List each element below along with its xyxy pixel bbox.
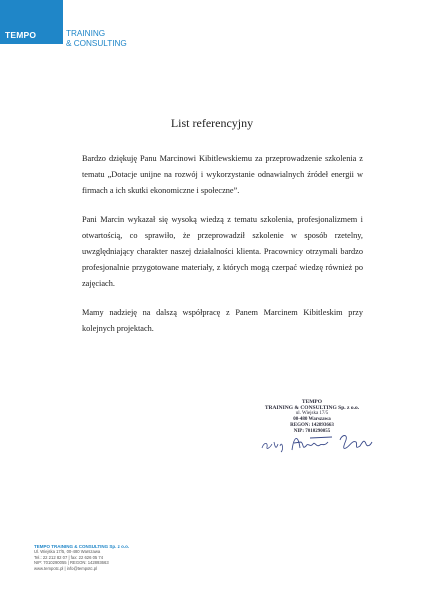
handwritten-signature: [258, 428, 378, 454]
page-title: List referencyjny: [170, 116, 254, 130]
footer-web[interactable]: www.tempotc.pl | info@tempotc.pl: [34, 565, 98, 571]
letter-body: [82, 151, 363, 350]
paragraph-3: Mamy nadzieję na dalszą współpracę z Panem Marcinem Kibitleskim przy kolejnych projektach.: [82, 308, 363, 333]
logo-line-1: TRAINING: [66, 29, 106, 38]
footer-address: Ul. Wiejska 17/5, 00-480 Warszawa: [34, 549, 101, 555]
company-logo: [0, 0, 127, 47]
letter-footer: [34, 544, 129, 571]
stamp-line-4: 00-480 Warszawa: [293, 417, 331, 422]
stamp-line-3: ul. Wiejska 17/5: [295, 411, 329, 416]
stamp-line-5: REGON: 142893663: [290, 423, 334, 428]
footer-phone: Tel.: 22 212 82 07 | fax: 22 626 05 74: [34, 554, 104, 560]
logo-box: TEMPO: [0, 0, 63, 44]
footer-ids: NIP: 7010290055 | REGON: 142893663: [34, 560, 109, 566]
paragraph-1: Bardzo dziękuję Panu Marcinowi Kibitlewskiemu za przeprowadzenie szkolenia z tematu „Dotacje unijne na rozwój i wykorzystanie odnawialnych źródeł energii w firmach a ich skutki ekonomiczne i społeczne”.: [82, 154, 363, 195]
stamp-line-6: NIP: 7010290055: [293, 429, 331, 434]
footer-company: TEMPO TRAINING & CONSULTING Sp. z o.o.: [34, 544, 130, 549]
logo-text: [66, 0, 127, 48]
paragraph-2: Pani Marcin wykazał się wysoką wiedzą z tematu szkolenia, profesjonalizmem i otwartością, co sprawiło, że przeprowadził szkolenie w sposób rzetelny, uwzględniający charakter naszej działalności klienta. Pracownicy otrzymali bardzo profesjonalnie przygotowane materiały, z których mogą czerpać wiedzę również po zajęciach.: [82, 215, 363, 288]
stamp-line-2: TRAINING & CONSULTING Sp. z o.o.: [264, 405, 360, 411]
stamp-line-1: TEMPO: [301, 399, 323, 405]
logo-line-2: & CONSULTING: [66, 38, 127, 48]
